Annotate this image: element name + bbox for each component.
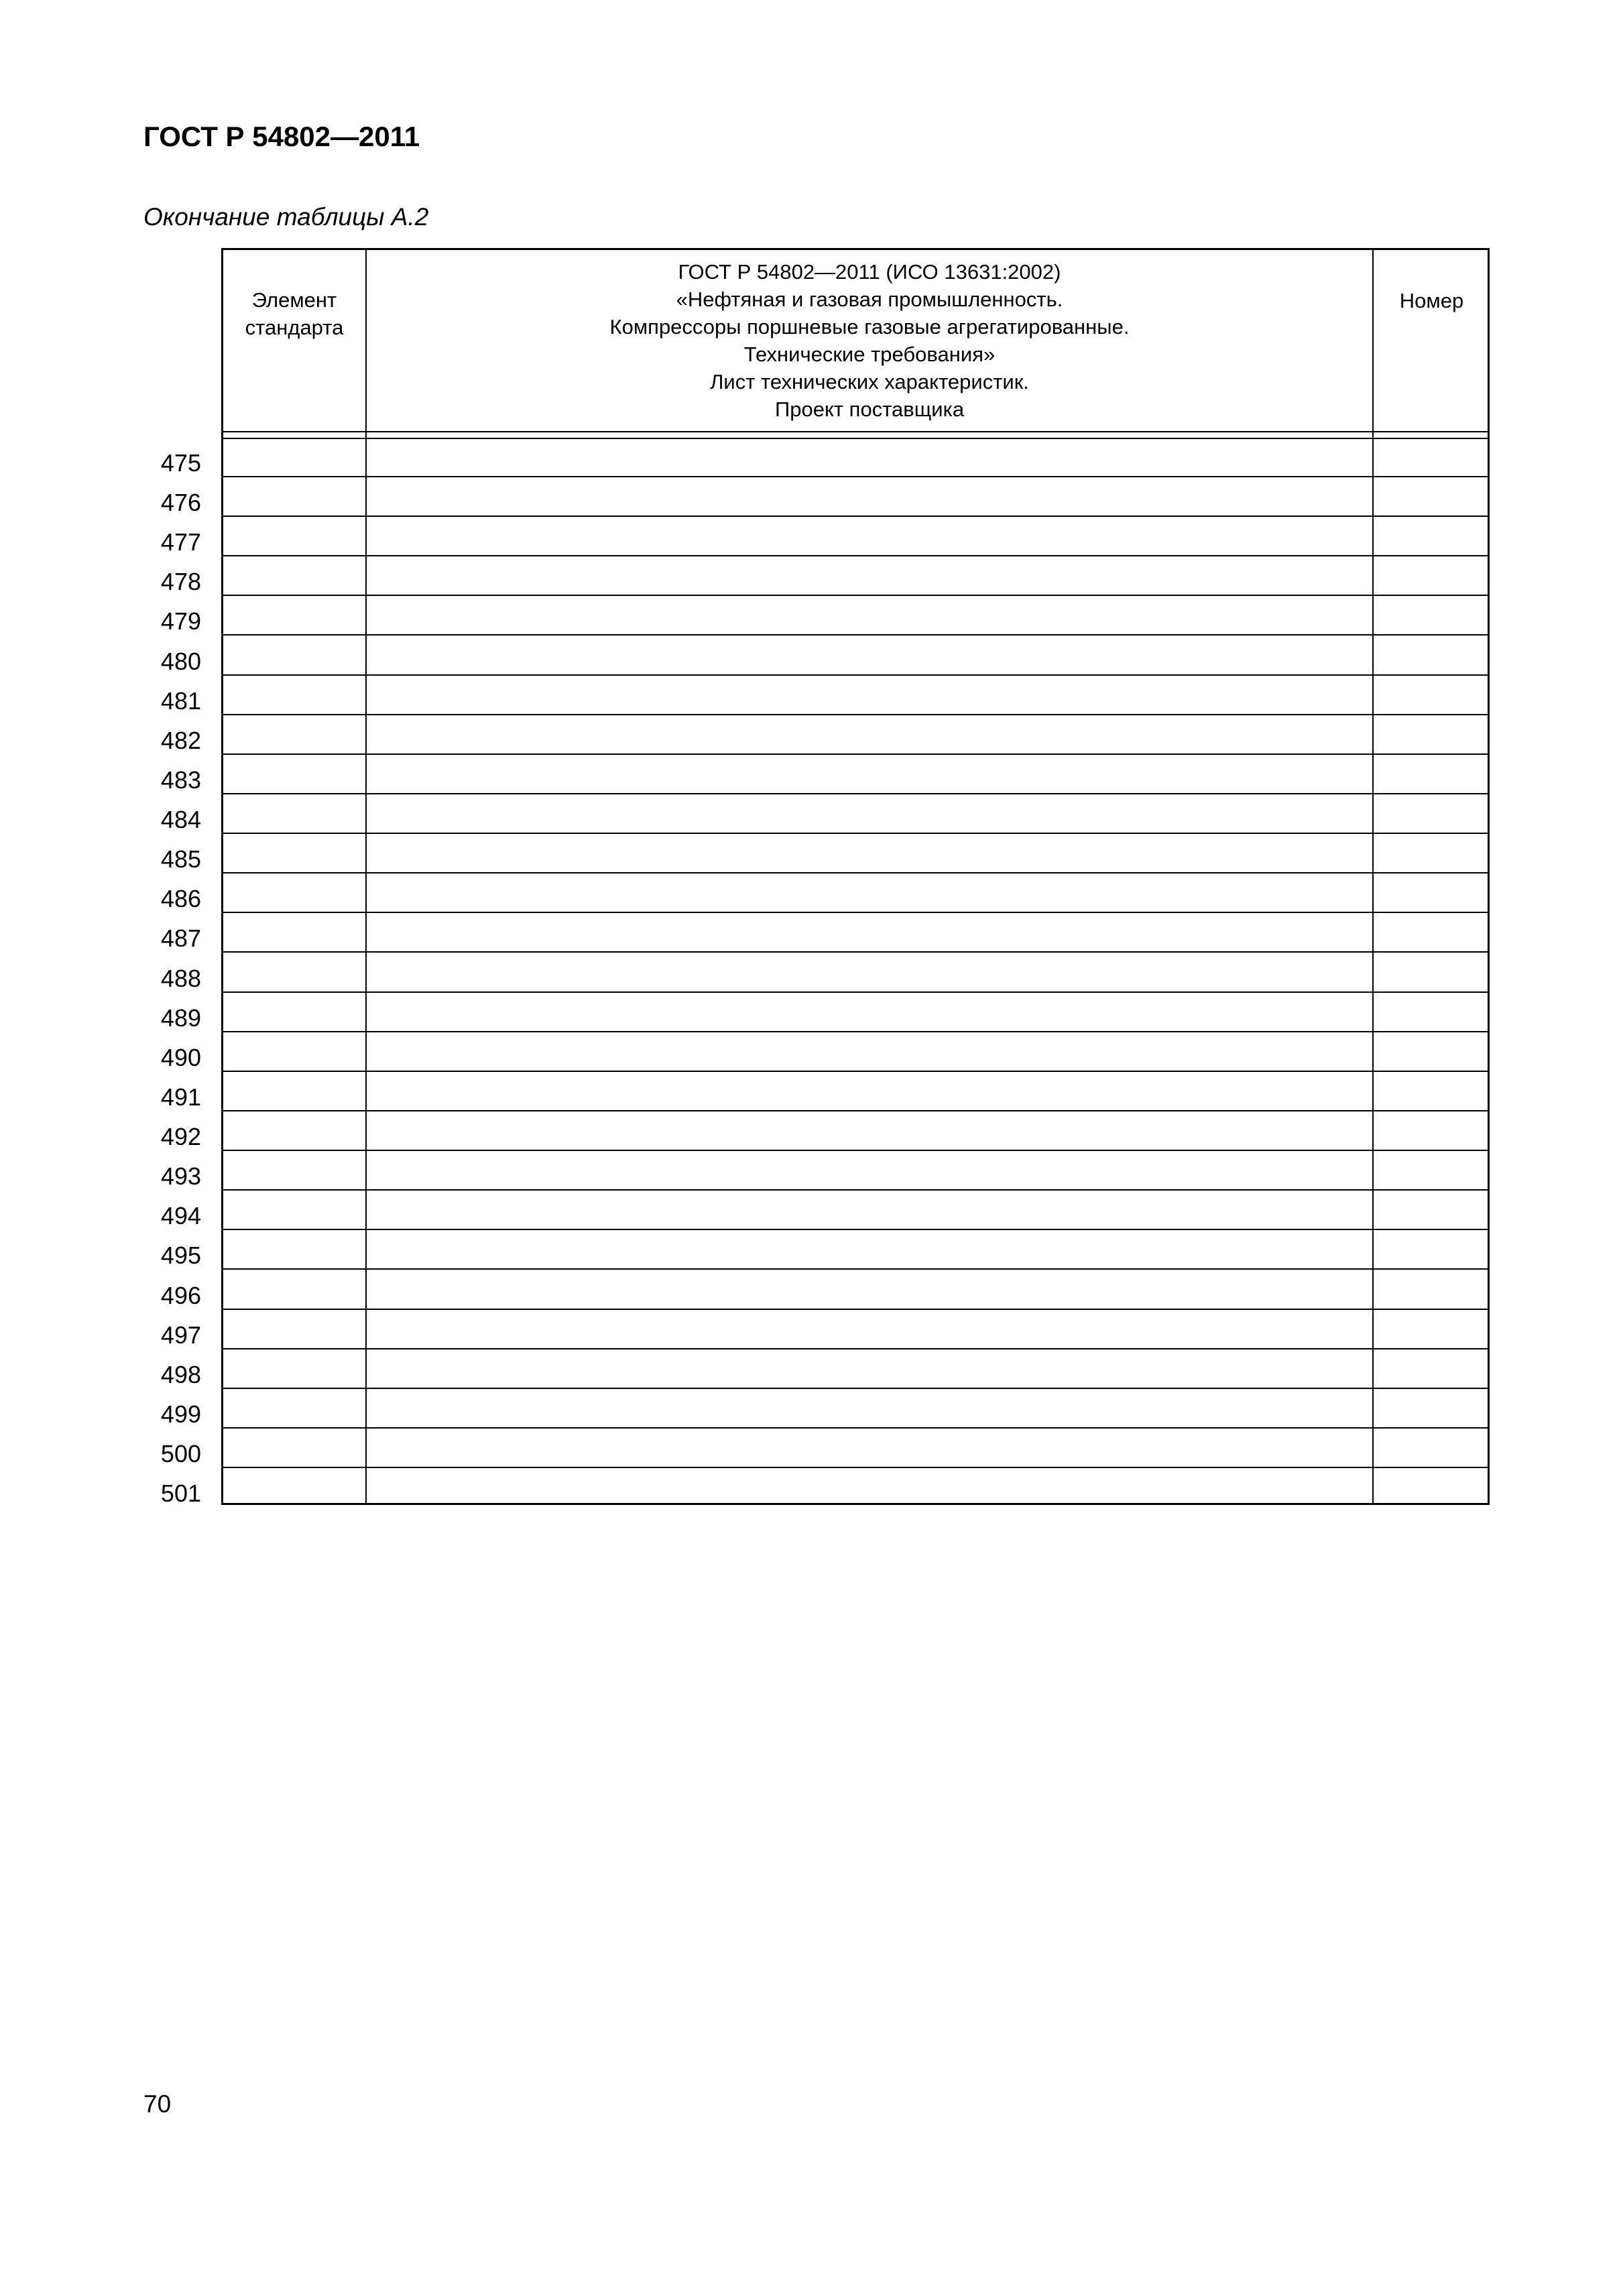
page-number: 70 — [143, 2090, 172, 2118]
row-separator-line — [223, 634, 1488, 636]
row-separator-line — [223, 595, 1488, 596]
row-number: 483 — [160, 766, 201, 794]
header-number-label: Номер — [1399, 288, 1464, 312]
row-number: 495 — [160, 1242, 201, 1269]
row-number: 477 — [160, 528, 201, 556]
row-separator-line — [223, 951, 1488, 953]
column-divider — [365, 248, 367, 1505]
header-cell-number — [1374, 250, 1490, 351]
row-number: 493 — [160, 1162, 201, 1190]
row-number: 486 — [160, 885, 201, 912]
row-number: 488 — [160, 965, 201, 992]
header-title-line: Технические требования» — [743, 343, 996, 366]
row-number: 487 — [160, 924, 201, 952]
row-separator-line — [223, 1189, 1488, 1191]
row-separator-line — [223, 476, 1488, 477]
row-separator-line — [223, 1071, 1488, 1072]
row-separator-line — [223, 833, 1488, 834]
row-number: 476 — [160, 489, 201, 516]
header-element-line: стандарта — [245, 316, 344, 339]
row-separator-line — [223, 1268, 1488, 1270]
row-number: 499 — [160, 1400, 201, 1428]
row-separator-line — [223, 1388, 1488, 1389]
row-number: 481 — [160, 687, 201, 715]
row-number: 498 — [160, 1361, 201, 1388]
row-separator-line — [223, 1110, 1488, 1111]
row-number: 482 — [160, 727, 201, 754]
header-cell-title — [367, 258, 1372, 423]
row-number: 496 — [160, 1282, 201, 1309]
row-number: 489 — [160, 1004, 201, 1032]
row-number: 480 — [160, 648, 201, 675]
row-separator-line — [223, 1031, 1488, 1032]
header-title-line: Компрессоры поршневые газовые агрегатированные. — [609, 315, 1130, 339]
row-number: 492 — [160, 1123, 201, 1150]
header-title-line: ГОСТ Р 54802—2011 (ИСО 13631:2002) — [678, 260, 1061, 284]
row-number: 494 — [160, 1202, 201, 1229]
data-table — [221, 248, 1490, 1505]
header-title-line: Лист технических характеристик. — [710, 370, 1029, 394]
row-separator-line — [223, 1229, 1488, 1230]
row-separator-line — [223, 1427, 1488, 1429]
row-number: 475 — [160, 449, 201, 477]
header-title-line: «Нефтяная и газовая промышленность. — [676, 288, 1063, 311]
row-number: 490 — [160, 1044, 201, 1071]
row-separator-line — [223, 516, 1488, 517]
row-number: 501 — [160, 1479, 201, 1507]
document-code: ГОСТ Р 54802—2011 — [143, 121, 420, 152]
row-separator-line — [223, 555, 1488, 556]
row-separator-line — [223, 1348, 1488, 1349]
header-separator-line — [223, 438, 1488, 439]
header-title-line: Проект поставщика — [774, 398, 965, 421]
row-number: 497 — [160, 1321, 201, 1349]
row-separator-line — [223, 912, 1488, 913]
header-separator-line — [223, 431, 1488, 432]
row-separator-line — [223, 872, 1488, 873]
row-number: 484 — [160, 806, 201, 833]
header-element-line: Элемент — [251, 288, 337, 312]
row-separator-line — [223, 674, 1488, 676]
column-divider — [1372, 248, 1374, 1505]
row-separator-line — [223, 753, 1488, 755]
row-separator-line — [223, 793, 1488, 794]
row-number: 479 — [160, 607, 201, 635]
row-separator-line — [223, 1150, 1488, 1151]
row-separator-line — [223, 1467, 1488, 1468]
row-separator-line — [223, 714, 1488, 715]
table-caption: Окончание таблицы А.2 — [143, 203, 429, 231]
row-separator-line — [223, 991, 1488, 993]
header-cell-element — [223, 250, 365, 377]
row-number: 500 — [160, 1440, 201, 1467]
row-number: 478 — [160, 568, 201, 595]
row-number: 491 — [160, 1083, 201, 1111]
row-number: 485 — [160, 845, 201, 873]
row-separator-line — [223, 1309, 1488, 1310]
